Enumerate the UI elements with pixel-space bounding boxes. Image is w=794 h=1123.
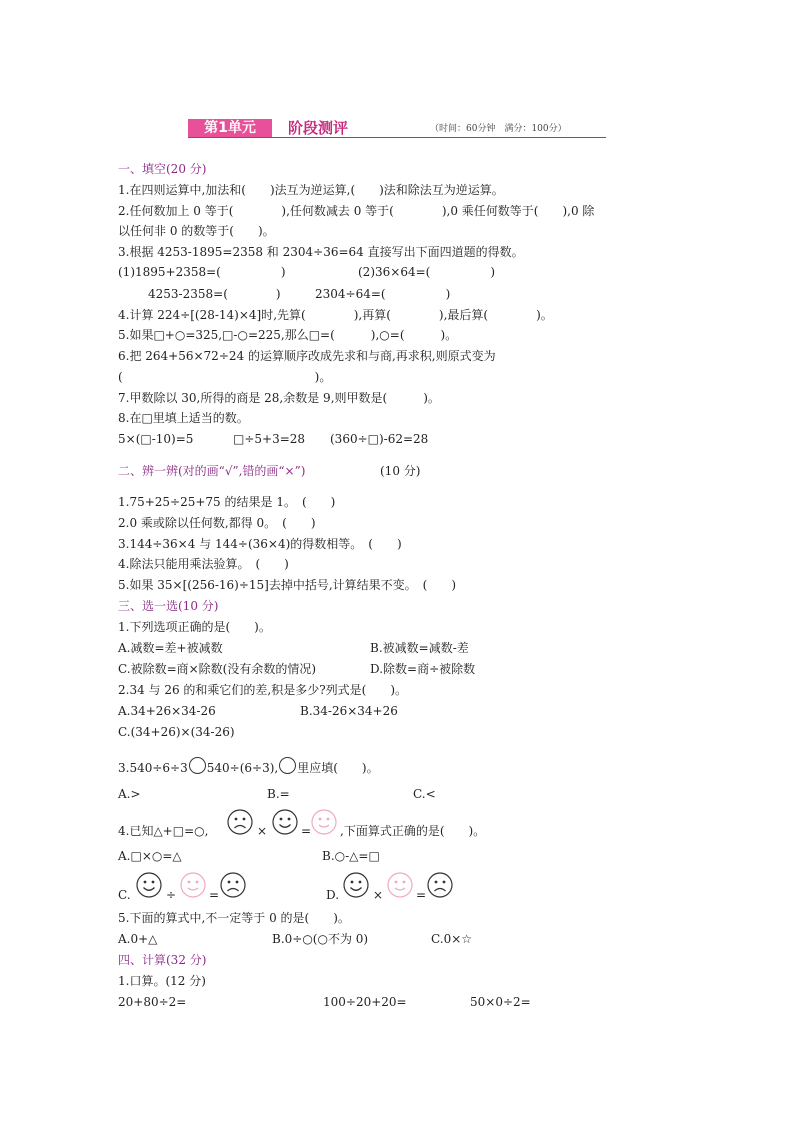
unit-badge: 第1单元: [188, 119, 272, 138]
section-2-title: 二、辨一辨(对的画“√”,错的画“×”): [118, 464, 306, 478]
s4-q1: 1.口算。(12 分): [118, 974, 206, 988]
s1-q6-line2: ( )。: [118, 370, 332, 384]
unit-header: [188, 118, 606, 140]
s3-q3-option-b: B.=: [267, 787, 290, 801]
s3-q3-option-a: A.>: [118, 787, 141, 801]
s3-q4-option-b: B.○-△=□: [322, 849, 380, 863]
s3-q2-option-b: B.34-26×34+26: [300, 704, 398, 718]
pale-face-icon: [180, 872, 206, 898]
s3-q2: 2.34 与 26 的和乘它们的差,积是多少?列式是( )。: [118, 683, 408, 697]
s1-q6-line1: 6.把 264+56×72÷24 的运算顺序改成先求和与商,再求积,则原式变为: [118, 349, 496, 363]
s1-q3-b: (2)36×64=( ): [358, 265, 496, 279]
times-sign: ×: [373, 888, 384, 902]
s3-q1-option-b: B.被减数=减数-差: [370, 641, 469, 655]
s2-q4: 4.除法只能用乘法验算。 ( ): [118, 557, 289, 571]
s3-q3-right: 540÷(6÷3),: [206, 761, 279, 775]
s3-q3-left: 3.540÷6÷3: [118, 761, 188, 775]
s1-q8-b: □÷5+3=28: [233, 432, 306, 446]
sad-face-icon: [220, 872, 246, 898]
s1-q2-line1: 2.任何数加上 0 等于( ),任何数减去 0 等于( ),0 乘任何数等于( ),0 除: [118, 204, 595, 218]
happy-face-icon: [343, 872, 369, 898]
sad-face-icon: [427, 872, 453, 898]
s3-q1-option-c: C.被除数=商×除数(没有余数的情况): [118, 662, 317, 676]
happy-face-icon: [272, 809, 298, 835]
s3-q1: 1.下列选项正确的是( )。: [118, 620, 271, 634]
section-2-score: (10 分): [380, 464, 421, 478]
pale-face-icon: [311, 809, 337, 835]
s1-q2-line2: 以任何非 0 的数等于( )。: [118, 224, 275, 238]
s1-q5: 5.如果□+○=325,□-○=225,那么□=( ),○=( )。: [118, 328, 458, 342]
equals-sign: =: [209, 888, 220, 902]
s1-q8: 8.在□里填上适当的数。: [118, 411, 249, 425]
s1-q8-a: 5×(□-10)=5: [118, 432, 194, 446]
s3-q5-option-b: B.0÷○(○不为 0): [272, 932, 369, 946]
s1-q3: 3.根据 4253-1895=2358 和 2304÷36=64 直接写出下面四道题的得数。: [118, 245, 524, 259]
exam-meta: （时间：60分钟 满分：100分）: [430, 124, 567, 134]
s1-q3-d: 2304÷64=( ): [315, 287, 451, 301]
s1-q3-c: 4253-2358=( ): [148, 287, 281, 301]
equals-sign: =: [301, 824, 312, 838]
s3-q5-option-a: A.0+△: [118, 932, 158, 946]
s2-q3: 3.144÷36×4 与 144÷(36×4)的得数相等。 ( ): [118, 537, 402, 551]
s1-q3-a: (1)1895+2358=( ): [118, 265, 286, 279]
divide-sign: ÷: [166, 888, 177, 902]
equals-sign: =: [416, 888, 427, 902]
s3-q5-option-c: C.0×☆: [431, 932, 473, 946]
unit-title: 阶段测评: [288, 119, 349, 137]
s3-q4-option-c: C.: [118, 888, 131, 902]
times-sign: ×: [257, 824, 268, 838]
s2-q2: 2.0 乘或除以任何数,都得 0。 ( ): [118, 516, 316, 530]
sad-face-icon: [227, 809, 253, 835]
s3-q5: 5.下面的算式中,不一定等于 0 的是( )。: [118, 911, 350, 925]
s2-q5: 5.如果 35×[(256-16)÷15]去掉中括号,计算结果不变。 ( ): [118, 578, 457, 592]
s1-q1: 1.在四则运算中,加法和( )法互为逆运算,( )法和除法互为逆运算。: [118, 183, 504, 197]
section-3-title: 三、选一选(10 分): [118, 599, 219, 613]
s3-q1-option-a: A.减数=差+被减数: [118, 641, 223, 655]
s3-q4-option-d: D.: [326, 888, 340, 902]
section-1-title: 一、填空(20 分): [118, 162, 207, 176]
header-rule: [188, 137, 606, 138]
s3-q1-option-d: D.除数=商÷被除数: [370, 662, 476, 676]
s1-q4: 4.计算 224÷[(28-14)×4]时,先算( ),再算( ),最后算( )。: [118, 308, 553, 322]
s4-calc-1: 20+80÷2=: [118, 995, 187, 1009]
s4-calc-3: 50×0÷2=: [470, 995, 531, 1009]
answer-circle-icon: [279, 757, 296, 774]
s3-q3-option-c: C.<: [413, 787, 436, 801]
s3-q4-lead: 4.已知△+□=○,: [118, 824, 209, 838]
s3-q3: [118, 757, 379, 776]
s2-q1: 1.75+25÷25+75 的结果是 1。 ( ): [118, 495, 336, 509]
s3-q3-tail: 里应填( )。: [297, 761, 379, 775]
s1-q7: 7.甲数除以 30,所得的商是 28,余数是 9,则甲数是( )。: [118, 391, 440, 405]
s3-q4-option-a: A.□×○=△: [118, 849, 182, 863]
happy-face-icon: [136, 872, 162, 898]
s3-q2-option-c: C.(34+26)×(34-26): [118, 725, 235, 739]
s1-q8-c: (360÷□)-62=28: [330, 432, 429, 446]
pale-face-icon: [387, 872, 413, 898]
section-4-title: 四、计算(32 分): [118, 953, 207, 967]
s3-q4-tail: ,下面算式正确的是( )。: [340, 824, 486, 838]
s3-q2-option-a: A.34+26×34-26: [118, 704, 216, 718]
answer-circle-icon: [189, 757, 206, 774]
s4-calc-2: 100÷20+20=: [323, 995, 407, 1009]
